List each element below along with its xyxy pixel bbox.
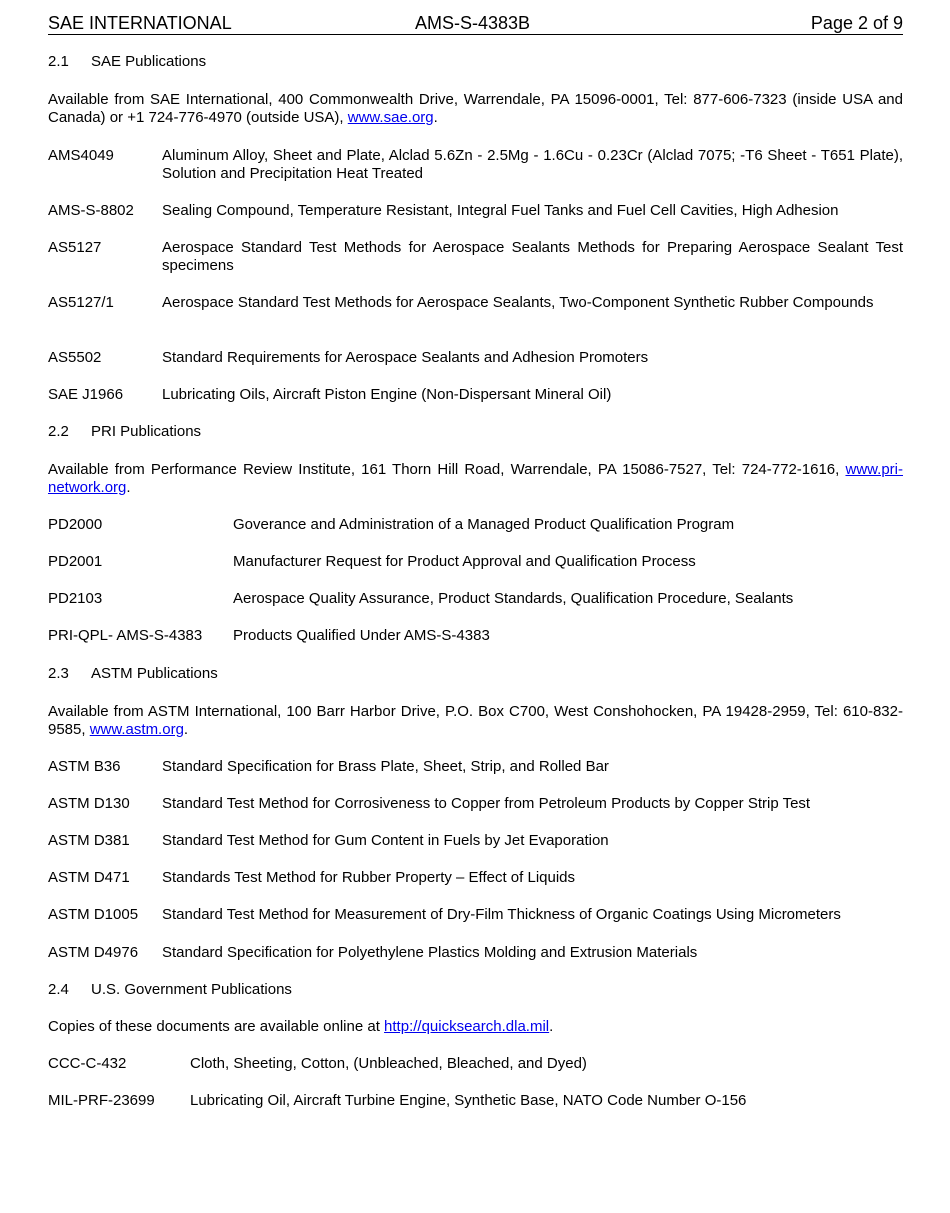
reference-title: Goverance and Administration of a Managed Product Qualification Program xyxy=(233,516,735,533)
reference-title: Manufacturer Request for Product Approval and Qualification Process xyxy=(233,553,696,570)
header-page-number: Page 2 of 9 xyxy=(810,13,903,33)
reference-code: SAE J1966 xyxy=(48,386,124,403)
period: . xyxy=(549,1018,554,1035)
reference-title: Sealing Compound, Temperature Resistant, Integral Fuel Tanks and Fuel Cell Cavities, High Adhesion xyxy=(162,202,839,219)
section-title: SAE Publications xyxy=(91,53,207,70)
reference-title: Standard Test Method for Corrosiveness to Copper from Petroleum Products by Copper Strip Test xyxy=(162,795,811,812)
page-header xyxy=(48,13,903,35)
pri-website-link[interactable]: www.pri-network.org xyxy=(48,461,903,496)
period: . xyxy=(183,721,189,738)
section-number: 2.2 xyxy=(48,423,69,440)
header-org: SAE INTERNATIONAL xyxy=(48,13,232,33)
availability-text: Copies of these documents are available online at xyxy=(48,1018,385,1035)
reference-title: Aerospace Standard Test Methods for Aerospace Sealants, Two-Component Synthetic Rubber Compounds xyxy=(162,294,874,311)
reference-code: AS5127/1 xyxy=(48,294,114,311)
availability-paragraph-gov xyxy=(48,1018,903,1036)
header-doc-number: AMS-S-4383B xyxy=(415,13,531,33)
reference-title: Cloth, Sheeting, Cotton, (Unbleached, Bleached, and Dyed) xyxy=(190,1055,587,1072)
period: . xyxy=(433,109,438,126)
reference-code: ASTM D381 xyxy=(48,832,130,849)
section-title: U.S. Government Publications xyxy=(91,981,292,998)
reference-code: ASTM B36 xyxy=(48,758,121,775)
section-heading-2-4 xyxy=(48,981,292,999)
reference-title: Products Qualified Under AMS-S-4383 xyxy=(233,627,490,644)
reference-code: PRI-QPL- AMS-S-4383 xyxy=(48,627,203,644)
reference-code: AS5502 xyxy=(48,349,102,366)
reference-code: AMS4049 xyxy=(48,147,114,164)
availability-text: Available from ASTM International, 100 Barr Harbor Drive, P.O. Box C700, West Conshohocken, PA 19428-2959, Tel: 610-832-9585, xyxy=(48,703,903,738)
reference-title: Standard Specification for Brass Plate, Sheet, Strip, and Rolled Bar xyxy=(162,758,609,775)
section-number: 2.4 xyxy=(48,981,69,998)
sae-website-link[interactable]: www.sae.org xyxy=(347,109,434,126)
reference-title: Lubricating Oil, Aircraft Turbine Engine, Synthetic Base, NATO Code Number O-156 xyxy=(190,1092,747,1109)
reference-code: PD2001 xyxy=(48,553,103,570)
availability-text: Available from Performance Review Institute, 161 Thorn Hill Road, Warrendale, PA 15086-7527, Tel: 724-772-1616, xyxy=(48,461,846,478)
dla-quicksearch-link[interactable]: http://quicksearch.dla.mil xyxy=(384,1018,550,1035)
reference-code: MIL-PRF-23699 xyxy=(48,1092,155,1109)
reference-title: Standard Requirements for Aerospace Sealants and Adhesion Promoters xyxy=(162,349,649,366)
availability-paragraph-sae xyxy=(48,91,903,127)
reference-code: PD2103 xyxy=(48,590,103,607)
section-title: ASTM Publications xyxy=(91,665,218,682)
reference-code: PD2000 xyxy=(48,516,103,533)
section-heading-2-2 xyxy=(48,423,201,441)
reference-code: AMS-S-8802 xyxy=(48,202,134,219)
reference-title: Aluminum Alloy, Sheet and Plate, Alclad 5.6Zn - 2.5Mg - 1.6Cu - 0.23Cr (Alclad 7075; -T6 Sheet - T651 Plate), Solution and Precipitation Heat Treated xyxy=(162,147,903,182)
section-heading-2-3 xyxy=(48,665,218,683)
reference-code: ASTM D471 xyxy=(48,869,130,886)
reference-title: Aerospace Standard Test Methods for Aerospace Sealants Methods for Preparing Aerospace Sealant Test specimens xyxy=(162,239,903,274)
section-number: 2.1 xyxy=(48,53,69,70)
section-heading-2-1 xyxy=(48,53,206,71)
reference-title: Lubricating Oils, Aircraft Piston Engine (Non-Dispersant Mineral Oil) xyxy=(162,386,612,403)
reference-title: Standard Test Method for Measurement of Dry-Film Thickness of Organic Coatings Using Micrometers xyxy=(162,906,841,923)
reference-title: Aerospace Quality Assurance, Product Standards, Qualification Procedure, Sealants xyxy=(233,590,794,607)
reference-code: ASTM D130 xyxy=(48,795,130,812)
reference-title: Standard Test Method for Gum Content in Fuels by Jet Evaporation xyxy=(162,832,609,849)
section-title: PRI Publications xyxy=(91,423,202,440)
reference-code: ASTM D4976 xyxy=(48,944,139,961)
availability-paragraph-pri xyxy=(48,461,903,497)
availability-paragraph-astm xyxy=(48,703,903,739)
reference-title: Standard Specification for Polyethylene Plastics Molding and Extrusion Materials xyxy=(162,944,698,961)
reference-code: CCC-C-432 xyxy=(48,1055,127,1072)
reference-code: AS5127 xyxy=(48,239,102,256)
reference-title: Standards Test Method for Rubber Property – Effect of Liquids xyxy=(162,869,576,886)
astm-website-link[interactable]: www.astm.org xyxy=(89,721,184,738)
section-number: 2.3 xyxy=(48,665,69,682)
period: . xyxy=(126,479,131,496)
reference-code: ASTM D1005 xyxy=(48,906,139,923)
availability-text: Available from SAE International, 400 Commonwealth Drive, Warrendale, PA 15096-0001, Tel: 877-606-7323 (inside USA and Canada) or +1 724-776-4970 (outside USA), xyxy=(48,91,903,126)
